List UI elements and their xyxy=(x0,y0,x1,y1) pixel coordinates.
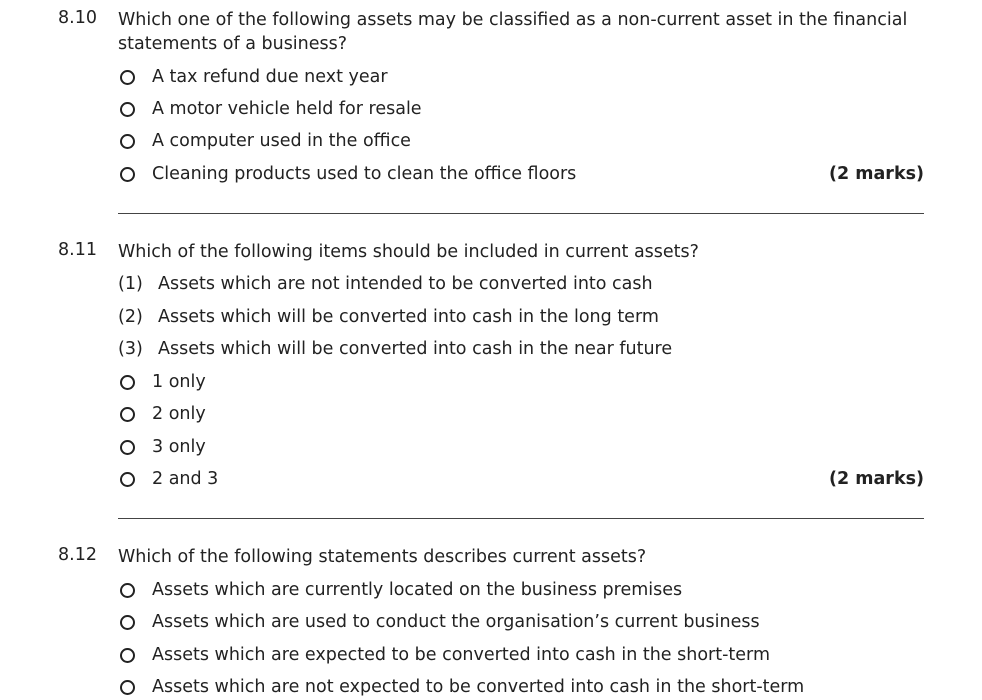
divider xyxy=(118,213,924,214)
option-label: A computer used in the office xyxy=(152,131,411,151)
radio-circle-icon[interactable] xyxy=(120,615,135,630)
question-number: 8.11 xyxy=(58,240,97,260)
divider xyxy=(118,518,924,519)
radio-circle-icon[interactable] xyxy=(120,472,135,487)
option-label: 2 only xyxy=(152,404,206,424)
statement-number: (3) xyxy=(118,339,143,359)
option-label: 2 and 3 xyxy=(152,469,219,489)
option-label: Assets which are currently located on the business premises xyxy=(152,580,683,600)
option-label: A tax refund due next year xyxy=(152,67,388,87)
radio-circle-icon[interactable] xyxy=(120,134,135,149)
radio-circle-icon[interactable] xyxy=(120,375,135,390)
option-label: Cleaning products used to clean the office floors xyxy=(152,164,577,184)
question-number: 8.10 xyxy=(58,8,97,28)
statement-text: Assets which are not intended to be converted into cash xyxy=(158,274,653,294)
radio-circle-icon[interactable] xyxy=(120,407,135,422)
option-label: 3 only xyxy=(152,437,206,457)
question-number: 8.12 xyxy=(58,545,97,565)
question-text: Which of the following items should be included in current assets? xyxy=(118,242,699,262)
statement-number: (1) xyxy=(118,274,143,294)
radio-circle-icon[interactable] xyxy=(120,102,135,117)
marks-label: (2 marks) xyxy=(829,469,924,489)
radio-circle-icon[interactable] xyxy=(120,648,135,663)
marks-label: (2 marks) xyxy=(829,164,924,184)
statement-text: Assets which will be converted into cash in the long term xyxy=(158,307,659,327)
option-label: 1 only xyxy=(152,372,206,392)
radio-circle-icon[interactable] xyxy=(120,167,135,182)
option-label: Assets which are not expected to be converted into cash in the short-term xyxy=(152,677,805,697)
radio-circle-icon[interactable] xyxy=(120,680,135,695)
question-text: Which one of the following assets may be classified as a non-current asset in the financial statements of a business? xyxy=(118,10,908,54)
radio-circle-icon[interactable] xyxy=(120,583,135,598)
option-label: Assets which are used to conduct the organisation’s current business xyxy=(152,612,760,632)
statement-text: Assets which will be converted into cash in the near future xyxy=(158,339,673,359)
radio-circle-icon[interactable] xyxy=(120,70,135,85)
statement-number: (2) xyxy=(118,307,143,327)
option-label: Assets which are expected to be converted into cash in the short-term xyxy=(152,645,770,665)
option-label: A motor vehicle held for resale xyxy=(152,99,422,119)
radio-circle-icon[interactable] xyxy=(120,440,135,455)
question-text: Which of the following statements describes current assets? xyxy=(118,547,647,567)
